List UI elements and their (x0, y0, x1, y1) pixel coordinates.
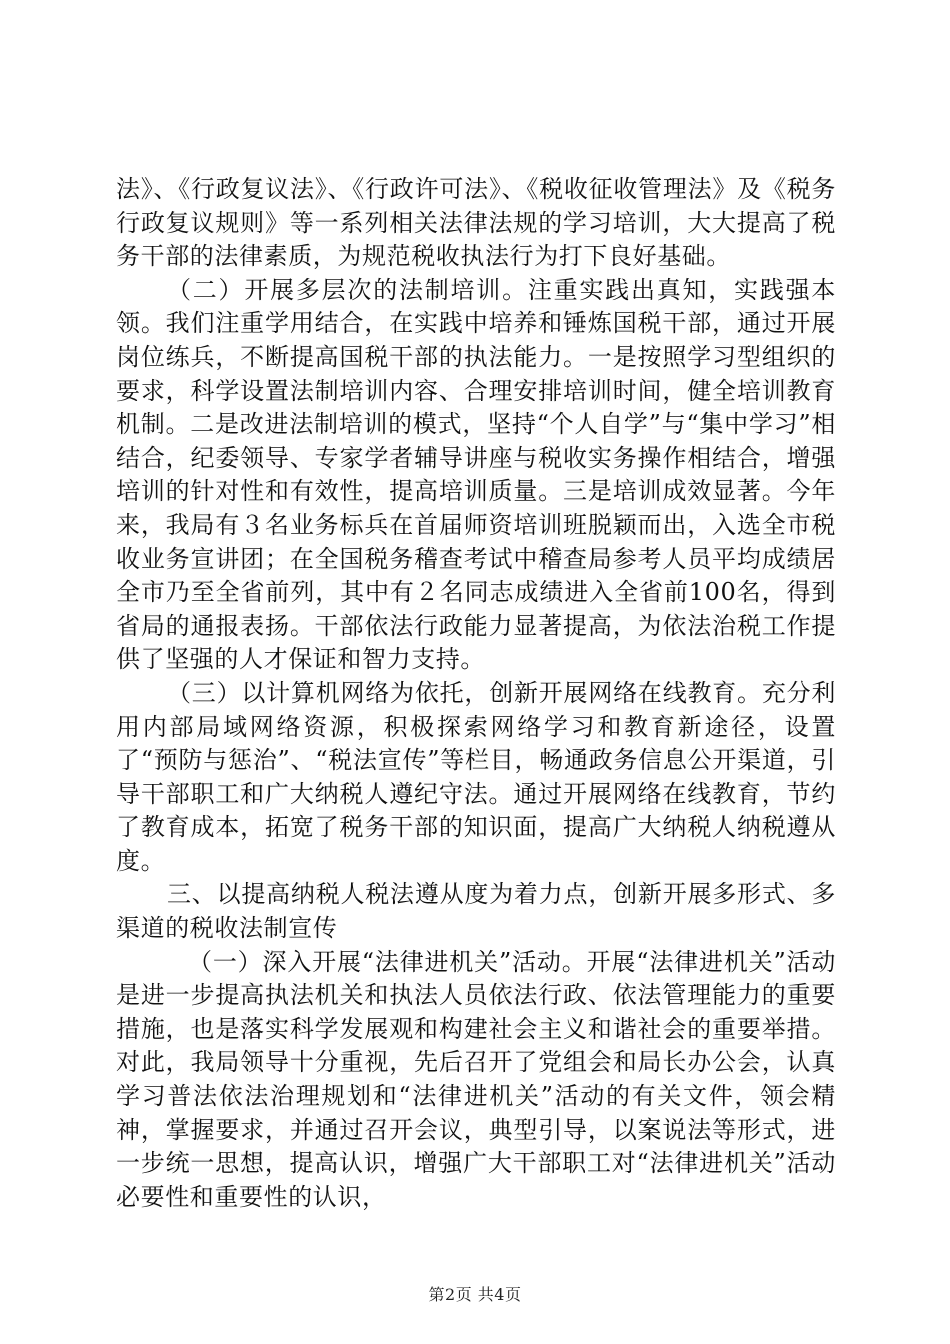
paragraph-online-education: （三）以计算机网络为依托，创新开展网络在线教育。充分利用内部局域网络资源，积极探索网络学习和教育新途径，设置了“预防与惩治”、“税法宣传”等栏目，畅通政务信息公开渠道，引导干部职工和广大纳税人遵纪守法。通过开展网络在线教育，节约了教育成本，拓宽了税务干部的知识面，提高广大纳税人纳税遵从度。 (116, 678, 836, 875)
paragraph-continuation: 法》、《行政复议法》、《行政许可法》、《税收征收管理法》及《税务行政复议规则》等一系列相关法律法规的学习培训，大大提高了税务干部的法律素质，为规范税收执法行为打下良好基础。 (116, 175, 836, 271)
document-body (116, 173, 836, 1214)
paragraph-training: （二）开展多层次的法制培训。注重实践出真知，实践强本领。我们注重学用结合，在实践中培养和锤炼国税干部，通过开展岗位练兵，不断提高国税干部的执法能力。一是按照学习型组织的要求，科学设置法制培训内容、合理安排培训时间，健全培训教育机制。二是改进法制培训的模式，坚持“个人自学”与“集中学习”相结合，纪委领导、专家学者辅导讲座与税收实务操作相结合，增强培训的针对性和有效性，提高培训质量。三是培训成效显著。今年来，我局有３名业务标兵在首届师资培训班脱颖而出，入选全市税收业务宣讲团；在全国税务稽查考试中稽查局参考人员平均成绩居全市乃至全省前列，其中有２名同志成绩进入全省前100名，得到省局的通报表扬。干部依法行政能力显著提高，为依法治税工作提供了坚强的人才保证和智力支持。 (116, 275, 836, 674)
page-number-footer: 第2页 共4页 (428, 1285, 522, 1304)
paragraph-law-into-agencies: （一）深入开展“法律进机关”活动。开展“法律进机关”活动是进一步提高执法机关和执法人员依法行政、依法管理能力的重要措施，也是落实科学发展观和构建社会主义和谐社会的重要举措。对此，我局领导十分重视，先后召开了党组会和局长办公会，认真学习普法依法治理规划和“法律进机关”活动的有关文件，领会精神，掌握要求，并通过召开会议，典型引导，以案说法等形式，进一步统一思想，提高认识，增强广大干部职工对“法律进机关”活动必要性和重要性的认识， (116, 947, 836, 1211)
section-heading-three: 三、以提高纳税人税法遵从度为着力点，创新开展多形式、多渠道的税收法制宣传 (116, 880, 836, 943)
